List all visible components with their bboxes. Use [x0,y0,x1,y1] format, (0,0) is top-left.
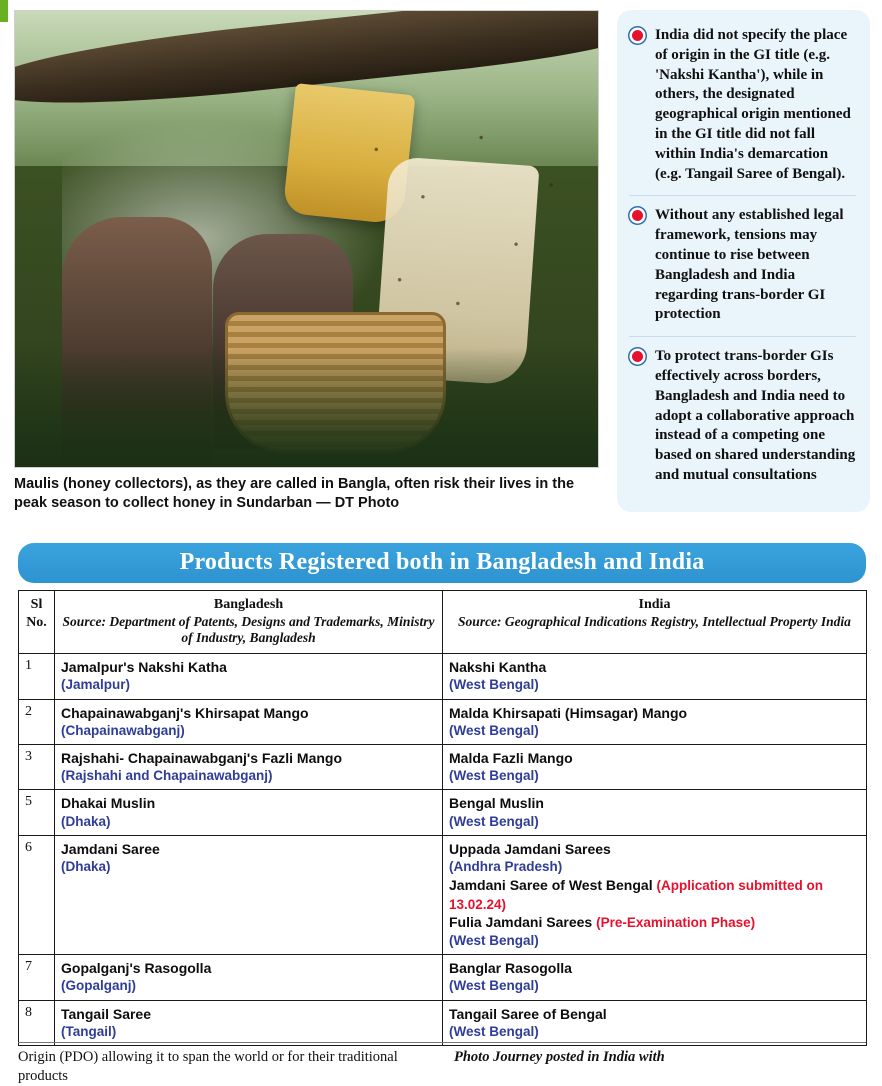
in-place: (West Bengal) [449,813,539,829]
in-product: Banglar Rasogolla [449,960,572,977]
column-header-india-label: India [638,597,671,612]
in-place: (West Bengal) [449,722,539,738]
row-sl: 2 [19,699,55,744]
bd-place: (Dhaka) [61,813,111,829]
row-bangladesh [55,654,443,699]
in-product-extra-1-note: (Application submitted on 13.02.24) [449,878,823,912]
table-row [19,654,867,699]
row-india [443,790,867,835]
row-india [443,955,867,1000]
photo-block [14,10,599,512]
in-product: Nakshi Kantha [449,659,547,676]
in-product-extra-2-label: Fulia Jamdani Sarees [449,914,593,931]
bd-place: (Gopalganj) [61,978,136,994]
row-india [443,835,867,954]
row-india [443,1000,867,1045]
row-sl: 6 [19,835,55,954]
table-title: Products Registered both in Bangladesh and India [18,543,866,583]
in-product: Malda Fazli Mango [449,750,573,767]
row-bangladesh [55,790,443,835]
table-row [19,699,867,744]
bd-product: Jamalpur's Nakshi Katha [61,659,227,676]
in-product: Bengal Muslin [449,795,544,812]
in-product: Uppada Jamdani Sarees [449,840,611,857]
in-place: (West Bengal) [449,677,539,693]
table-row [19,790,867,835]
table-row [19,955,867,1000]
bd-product: Tangail Saree [61,1005,152,1022]
key-points-callout [617,10,870,512]
row-sl: 3 [19,745,55,790]
products-table-block [18,543,866,1046]
in-product: Malda Khirsapati (Himsagar) Mango [449,704,688,721]
table-row [19,1000,867,1045]
bullet-dot-icon [629,351,647,363]
photo-caption [14,475,599,512]
top-section [14,10,870,512]
bd-product: Jamdani Saree [61,840,160,857]
row-sl: 7 [19,955,55,1000]
in-place-extra: (West Bengal) [449,932,539,948]
bd-place: (Rajshahi and Chapainawabganj) [61,768,273,784]
row-bangladesh [55,1000,443,1045]
bullet-dot-icon [629,30,647,42]
bd-product: Gopalganj's Rasogolla [61,960,212,977]
in-product: Tangail Saree of Bengal [449,1005,607,1022]
bd-place: (Dhaka) [61,859,111,875]
row-sl: 8 [19,1000,55,1045]
callout-item-text: Without any established legal framework, tensions may continue to rise between Bangladesh and India regarding trans-border GI protection [655,207,844,323]
row-india [443,745,867,790]
photo-caption-text: Maulis (honey collectors), as they are called in Bangla, often risk their lives in the peak season to collect honey in Sundarban [14,476,575,511]
callout-item [629,206,856,337]
row-bangladesh [55,699,443,744]
bottom-article-text [18,1048,866,1086]
in-place: (West Bengal) [449,768,539,784]
row-india [443,654,867,699]
row-bangladesh [55,835,443,954]
bd-product: Rajshahi- Chapainawabganj's Fazli Mango [61,750,343,767]
in-place: (West Bengal) [449,1023,539,1039]
column-header-india [443,591,867,654]
callout-item [629,347,856,486]
in-place: (West Bengal) [449,978,539,994]
callout-item-text: India did not specify the place of origin in the GI title (e.g. 'Nakshi Kantha'), while in others, the designated geographical origin mentioned in the GI title did not fall within India's demarcation (e.g. Tangail Saree of Bengal). [655,27,851,182]
photo-bee-swarm [353,102,586,339]
row-bangladesh [55,955,443,1000]
photo-foliage [15,348,598,467]
callout-item-text: To protect trans-border GIs effectively across borders, Bangladesh and India need to adopt a collaborative approach instead of a competing one based on shared understanding and mutual consultations [655,348,856,483]
row-sl: 5 [19,790,55,835]
bd-place: (Tangail) [61,1023,117,1039]
column-header-bangladesh [55,591,443,654]
table-row [19,835,867,954]
bullet-dot-icon [629,210,647,222]
row-bangladesh [55,745,443,790]
in-product-extra-1-label: Jamdani Saree of West Bengal [449,877,653,894]
in-product-extra-1 [449,876,860,913]
column-header-bangladesh-source: Source: Department of Patents, Designs and Trademarks, Ministry of Industry, Bangladesh [62,613,435,646]
table-header-row [19,591,867,654]
green-edge-bar [0,0,8,22]
bd-place: (Jamalpur) [61,677,131,693]
callout-item [629,26,856,196]
row-sl: 1 [19,654,55,699]
photo-credit: — DT Photo [316,494,400,511]
bottom-text-right: Photo Journey posted in India with [454,1049,665,1065]
bottom-divider [18,1042,866,1043]
column-header-india-source: Source: Geographical Indications Registry, Intellectual Property India [458,613,851,629]
bd-product: Chapainawabganj's Khirsapat Mango [61,704,309,721]
bd-product: Dhakai Muslin [61,795,156,812]
bottom-text-left: Origin (PDO) allowing it to span the world or for their traditional products [18,1049,398,1084]
table-row [19,745,867,790]
column-header-bangladesh-label: Bangladesh [213,597,284,612]
products-table [18,590,867,1046]
in-place: (Andhra Pradesh) [449,859,563,875]
honey-collectors-photo [14,10,599,468]
row-india [443,699,867,744]
column-header-sl: Sl No. [19,591,55,654]
bd-place: (Chapainawabganj) [61,722,185,738]
in-product-extra-2 [449,913,860,932]
in-product-extra-2-note: (Pre-Examination Phase) [596,915,756,931]
